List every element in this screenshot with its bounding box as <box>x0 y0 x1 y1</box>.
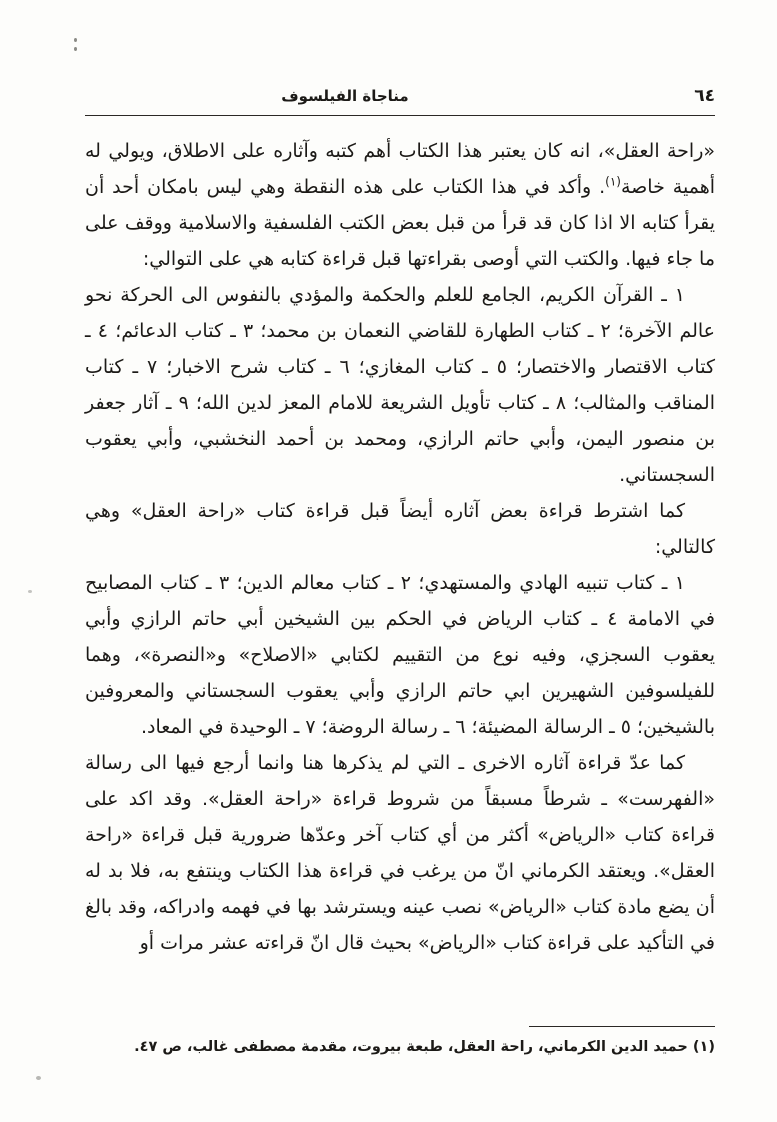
footnote-divider <box>529 1026 715 1027</box>
footnote-area <box>85 1026 715 1058</box>
scan-artifact <box>74 38 77 42</box>
scan-artifact <box>36 1076 41 1080</box>
running-head-title: مناجاة الفيلسوف <box>281 87 409 105</box>
paragraph-text: . وأكد في هذا الكتاب على هذه النقطة وهي ليس بامكان أحد أن يقرأ كتابه الا اذا كان قد قرأ من قبل بعض الكتب الفلسفية والاسلامية ووقف على ما جاء فيها. والكتب التي أوصى بقراءتها قبل قراءة كتابه هي على التوالي: <box>85 176 715 270</box>
paragraph-1 <box>85 133 715 277</box>
page-header <box>85 86 715 106</box>
page-body <box>85 133 715 961</box>
paragraph-4-booklist: ١ ـ كتاب تنبيه الهادي والمستهدي؛ ٢ ـ كتاب معالم الدين؛ ٣ ـ كتاب المصابيح في الامامة ٤ ـ كتاب الرياض في الحكم بين الشيخين أبي حاتم الرازي وأبي يعقوب السجزي، وفيه نوع من التقييم لكتابي «الاصلاح» و«النصرة»، وهما للفيلسوفين الشهيرين ابي حاتم الرازي وأبي يعقوب السجستاني والمعروفين بالشيخين؛ ٥ ـ الرسالة المضيئة؛ ٦ ـ رسالة الروضة؛ ٧ ـ الوحيدة في المعاد. <box>85 572 715 738</box>
header-divider <box>85 115 715 116</box>
paragraph-5: كما عدّ قراءة آثاره الاخرى ـ التي لم يذكرها هنا وانما أرجع فيها الى رسالة «الفهرست» ـ شرطاً مسبقاً من شروط قراءة «راحة العقل». وقد اكد على قراءة كتاب «الرياض» أكثر من أي كتاب آخر وعدّها ضرورية قبل قراءة «راحة العقل». ويعتقد الكرماني انّ من يرغب في قراءة هذا الكتاب وينتفع به، فلا بد له أن يضع مادة كتاب «الرياض» نصب عينه ويسترشد بها في فهمه وادراكه، وقد بالغ في التأكيد على قراءة كتاب «الرياض» بحيث قال انّ قراءته عشر مرات أو <box>85 752 715 954</box>
paragraph-text: «راحة العقل»، انه كان يعتبر هذا الكتاب أهم كتبه وآثاره على الاطلاق، ويولي له أهمية خاصة <box>85 140 715 198</box>
page-number: ٦٤ <box>694 86 715 106</box>
scan-artifact <box>28 590 32 593</box>
paragraph-3: كما اشترط قراءة بعض آثاره أيضاً قبل قراءة كتاب «راحة العقل» وهي كالتالي: <box>85 500 715 558</box>
footnote-text: (١) حميد الدين الكرماني، راحة العقل، طبعة بيروت، مقدمة مصطفى غالب، ص ٤٧. <box>134 1039 715 1055</box>
paragraph-2-booklist: ١ ـ القرآن الكريم، الجامع للعلم والحكمة والمؤدي بالنفوس الى الحركة نحو عالم الآخرة؛ ٢ ـ كتاب الطهارة للقاضي النعمان بن محمد؛ ٣ ـ كتاب الدعائم؛ ٤ ـ كتاب الاقتصار والاختصار؛ ٥ ـ كتاب المغازي؛ ٦ ـ كتاب شرح الاخبار؛ ٧ ـ كتاب المناقب والمثالب؛ ٨ ـ كتاب تأويل الشريعة للامام المعز لدين الله؛ ٩ ـ آثار جعفر بن منصور اليمن، وأبي حاتم الرازي، ومحمد بن أحمد النخشبي، وأبي يعقوب السجستاني. <box>85 284 716 486</box>
footnote-marker: (١) <box>605 174 621 189</box>
